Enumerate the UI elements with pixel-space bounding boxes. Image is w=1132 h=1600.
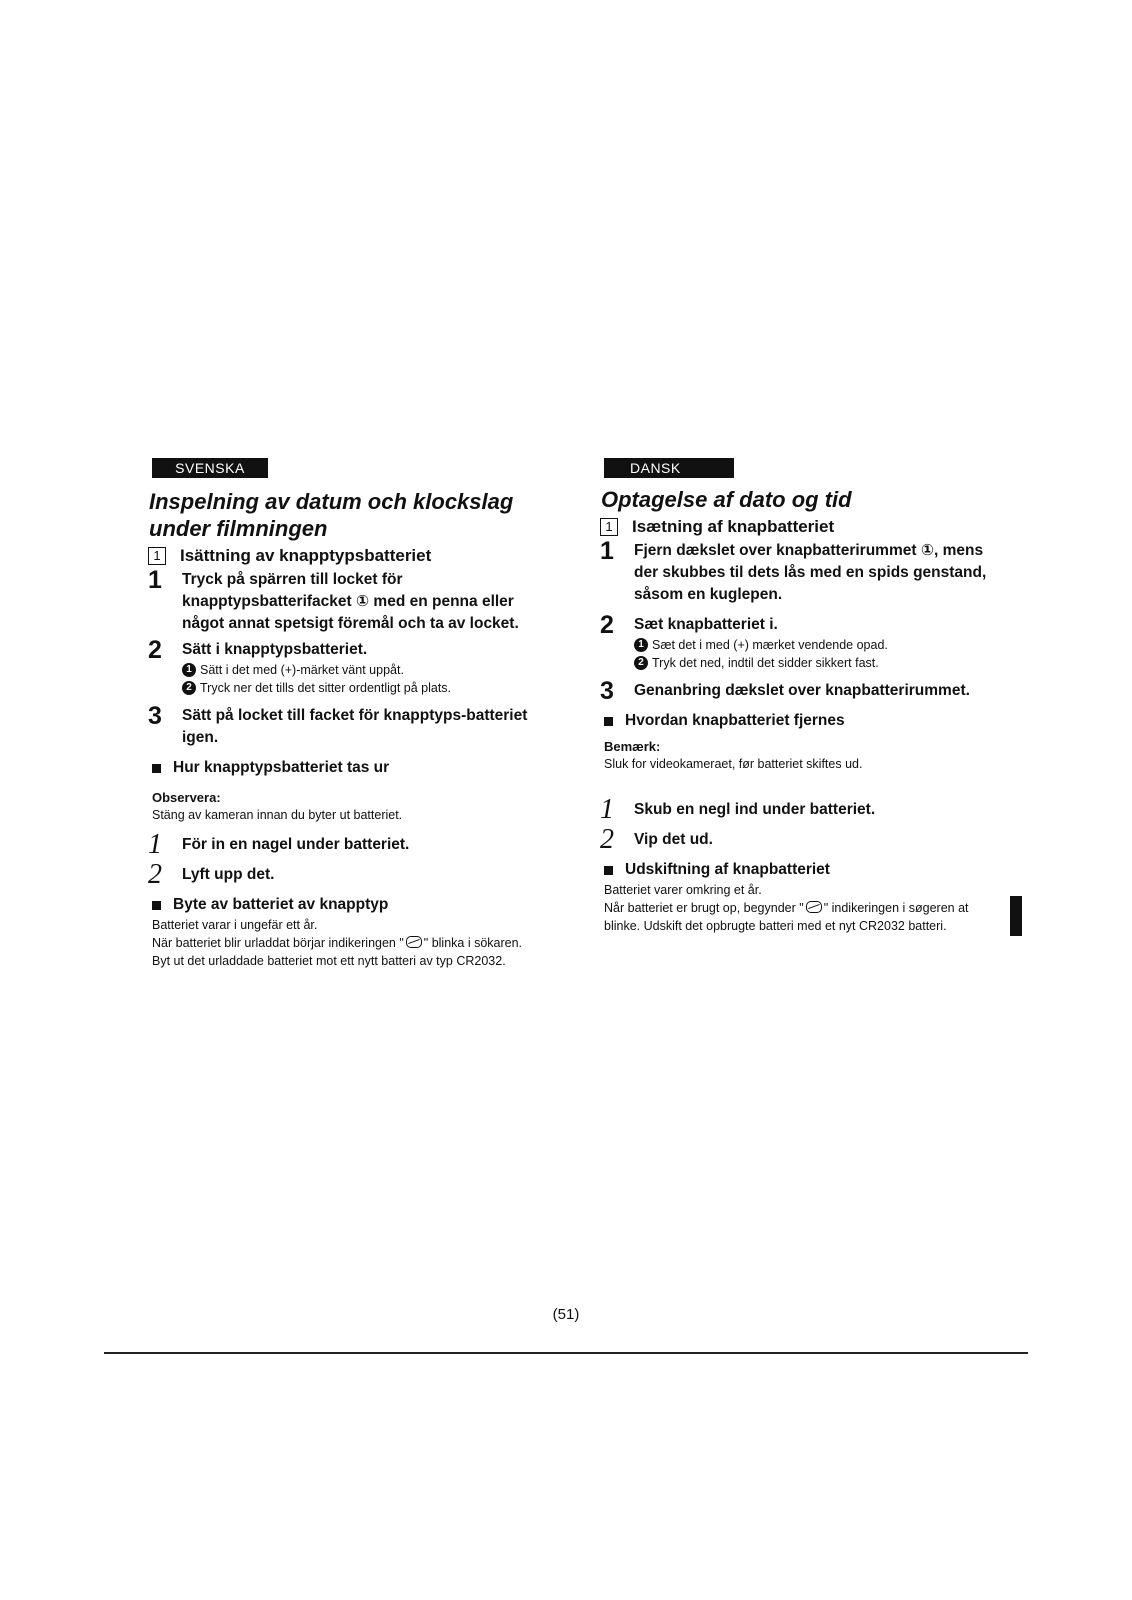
page-number: (51) bbox=[552, 1306, 580, 1323]
section-tab-marker bbox=[1010, 896, 1022, 936]
page-title: Optagelse af dato og tid bbox=[601, 487, 852, 512]
note-text: Stäng av kameran innan du byter ut batteriet. bbox=[152, 808, 403, 822]
replace-info: Batteriet varer omkring et år. bbox=[604, 883, 762, 897]
replace-text: Når batteriet er brugt op, begynder " " indikeringen i søgeren at blinke. Udskift det opbrugte batteri med et nyt CR2032 batteri. bbox=[604, 901, 969, 933]
battery-warning-icon bbox=[406, 936, 422, 948]
section-heading: 1 Isætning af knapbatteriet bbox=[600, 517, 994, 537]
number-circle-icon: 1 bbox=[182, 663, 196, 677]
square-bullet-icon bbox=[604, 717, 613, 726]
step: 1 Tryck på spärren till locket för knapptypsbatterifacket ① med en penna eller något annat spetsigt föremål och ta av locket. bbox=[148, 566, 519, 632]
number-circle-icon: 2 bbox=[634, 656, 648, 670]
language-badge: DANSK bbox=[604, 458, 734, 478]
step-note: 1 Sätt i det med (+)-märket vänt uppåt. bbox=[182, 661, 542, 679]
number-circle-icon: 2 bbox=[182, 681, 196, 695]
danish-column bbox=[600, 458, 994, 935]
square-bullet-icon bbox=[604, 866, 613, 875]
remove-heading: Hvordan knapbatteriet fjernes bbox=[604, 710, 994, 732]
replace-info: Batteriet varar i ungefär ett år. bbox=[152, 918, 318, 932]
step: 1 Fjern dækslet over knapbatterirummet ①, mens der skubbes til dets lås med en spids genstand, såsom en kuglepen. bbox=[600, 537, 987, 603]
section-heading: 1 Isättning av knapptypsbatteriet bbox=[148, 546, 542, 566]
step-note: 2 Tryk det ned, indtil det sidder sikkert fast. bbox=[634, 654, 994, 672]
number-circle-icon: 1 bbox=[634, 638, 648, 652]
page-title: Inspelning av datum och klockslag under filmningen bbox=[149, 489, 514, 541]
note-text: Sluk for videokameraet, før batteriet skiftes ud. bbox=[604, 757, 863, 771]
language-badge: SVENSKA bbox=[152, 458, 268, 478]
step: 1 Skub en negl ind under batteriet. bbox=[600, 794, 876, 825]
step: 2 Sæt knapbatteriet i. bbox=[600, 611, 778, 639]
step: 3 Genanbring dækslet over knapbatterirummet. bbox=[600, 677, 970, 705]
swedish-column bbox=[148, 458, 542, 970]
replace-heading: Udskiftning af knapbatteriet bbox=[604, 859, 994, 881]
step-note: 1 Sæt det i med (+) mærket vendende opad. bbox=[634, 636, 994, 654]
remove-heading: Hur knapptypsbatteriet tas ur bbox=[152, 757, 542, 779]
battery-warning-icon bbox=[806, 901, 822, 913]
bottom-divider bbox=[104, 1352, 1028, 1354]
step: 1 För in en nagel under batteriet. bbox=[148, 829, 410, 860]
note-label: Observera: bbox=[152, 790, 221, 805]
section-number-box: 1 bbox=[148, 547, 166, 565]
note-label: Bemærk: bbox=[604, 739, 661, 754]
replace-text: När batteriet blir urladdat börjar indikeringen " " blinka i sökaren. Byt ut det urladdade batteriet mot ett nytt batteri av typ CR2032. bbox=[152, 936, 523, 968]
step-note: 2 Tryck ner det tills det sitter ordentligt på plats. bbox=[182, 679, 542, 697]
square-bullet-icon bbox=[152, 764, 161, 773]
section-number-box: 1 bbox=[600, 518, 618, 536]
square-bullet-icon bbox=[152, 901, 161, 910]
step: 2 Lyft upp det. bbox=[148, 859, 275, 890]
step: 2 Vip det ud. bbox=[600, 824, 713, 855]
replace-heading: Byte av batteriet av knapptyp bbox=[152, 894, 542, 916]
step: 2 Sätt i knapptypsbatteriet. bbox=[148, 636, 368, 664]
step: 3 Sätt på locket till facket för knapptyps-batteriet igen. bbox=[148, 702, 528, 746]
